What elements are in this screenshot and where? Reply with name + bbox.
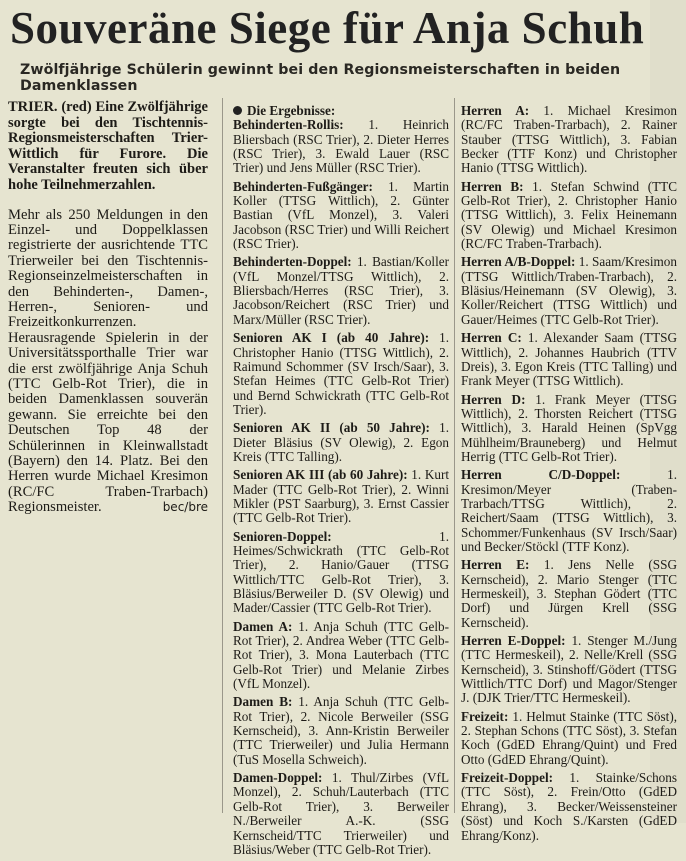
result-entry [461,393,677,465]
result-text: 1. Thul/Zirbes (VfL Monzel), 2. Schuh/Lauterbach (TTC Gelb-Rot Trier), 3. Berweiler N./Berweiler A.-K. (SSG Kernscheid/TTC Trierweiler) und Bläsius/Weber (TTC Gelb-Rot Trier). [233,770,450,857]
result-text: 1. Jens Nelle (SSG Kernscheid), 2. Mario Stenger (TTC Hermeskeil), 3. Stephan Gödert (TTC Dorf) und Jürgen Krell (SSG Kernscheid). [461,557,678,630]
result-entry [233,421,449,464]
bullet-icon [233,106,242,115]
results-heading [233,104,449,118]
result-category: Herren B: [461,178,524,194]
result-entry [461,634,677,706]
result-entry [233,695,449,767]
results-column-1 [233,104,449,861]
result-entry [461,710,677,767]
result-entry [233,530,449,616]
result-entry [461,255,677,327]
result-text: 1. Kurt Mader (TTC Gelb-Rot Trier), 2. Winni Mikler (PST Saarburg), 3. Ernst Cassier (TTC Gelb-Rot Trier). [233,467,450,526]
result-entry [461,468,677,554]
result-text: 1. Christopher Hanio (TTSG Wittlich), 2. Raimund Schommer (SV Irsch/Saar), 3. Stefan Heimes (TTC Gelb-Rot Trier) und Bernd Schwickrath (TTC Gelb-Rot Trier). [233,330,450,417]
result-entry [461,180,677,252]
result-text: 1. Helmut Stainke (TTC Söst), 2. Stephan Schons (TTC Söst), 3. Stefan Koch (GdED Ehrang/Quint) und Fred Otto (GdED Ehrang/Quint). [461,708,678,767]
result-category: Herren E: [461,557,530,573]
result-category: Senioren-Doppel: [233,528,332,544]
headline: Souveräne Siege für Anja Schuh [10,3,645,53]
results-heading-text: Die Ergebnisse: [247,103,336,118]
result-text: 1. Stefan Schwind (TTC Gelb-Rot Trier), 2. Christopher Hanio (TTSG Wittlich), 3. Felix Heinemann (SV Olewig) und Michael Kresimon (RC/FC Traben-Trarbach). [461,178,677,252]
result-text: 1. Anja Schuh (TTC Gelb-Rot Trier), 2. Andrea Weber (TTC Gelb-Rot Trier), 3. Mona Lauterbach (TTC Gelb-Rot Trier) und Melanie Zirbes (VfL Monzel). [233,618,450,692]
results-column-2 [461,104,677,847]
result-text: 1. Heinrich Bliersbach (RSC Trier), 2. Dieter Herres (RSC Trier), 3. Ewald Lauer (RSC Trier) und Jens Müller (RSC Trier). [233,117,450,176]
result-category: Senioren AK III (ab 60 Jahre): [233,467,408,483]
result-text: 1. Stenger M./Jung (TTC Hermeskeil), 2. Nelle/Krell (SSG Kernscheid), 3. Stinshoff/Gödert (TTSG Wittlich/TTC Dorf) und Magor/Stenger J. (DJK Trier/TTC Hermeskeil). [461,633,677,706]
result-text: 1. Anja Schuh (TTC Gelb-Rot Trier), 2. Nicole Berweiler (SSG Kernscheid), 3. Ann-Kristin Berweiler (TTC Trierweiler) und Julia Hermann (TuS Mosella Schweich). [233,694,450,767]
article-column [8,100,208,516]
result-category: Herren E-Doppel: [461,633,566,649]
result-entry [461,331,677,388]
result-category: Senioren AK II (ab 50 Jahre): [233,420,430,436]
result-category: Damen B: [233,694,293,710]
result-category: Herren C/D-Doppel: [461,467,621,483]
result-entry [233,180,449,252]
results-list-2 [461,104,677,843]
article-body-text: Mehr als 250 Meldungen in den Einzel- und Doppelklassen registrierte der ausrichtende TTC Trierweiler bei den Tischtennis-Regionseinzelmeisterschaften in den Behinderten-, Damen-, Herren-, Senioren- und Freizeitkonkurrenzen. Herausragende Spielerin in der Universitätssporthalle Trier war die erst zwölfjährige Anja Schuh (TTC Gelb-Rot Trier), die in beiden Damenklassen souverän gewann. Sie erreichte bei den Deutschen Top 48 der Schülerinnen in Kleinwallstadt (Bayern) den 14. Platz. Bei den Herren wurde Michael Kresimon (RC/FC Traben-Trarbach) Regionsmeister. [8,206,208,516]
result-text: 1. Heimes/Schwickrath (TTC Gelb-Rot Trier), 2. Hanio/Gauer (TTSG Wittlich/TTC Gelb-Rot Trier), 3. Bläsius/Berweiler D. (SV Olewig) und Mader/Cassier (TTC Gelb-Rot Trier). [233,528,449,616]
result-text: 1. Martin Koller (TTSG Wittlich), 2. Günter Bastian (VfL Monzel), 3. Valeri Jacobson (RSC Trier) und Willi Reichert (RSC Trier). [233,178,449,252]
result-entry [461,104,677,176]
result-text: 1. Michael Kresimon (RC/FC Traben-Trarbach), 2. Rainer Stauber (TTSG Wittlich), 3. Fabian Becker (TTF Konz) und Christopher Hanio (TTSG Wittlich). [461,103,677,176]
result-category: Herren A/B-Doppel: [461,254,576,270]
column-divider [222,98,223,813]
result-text: 1. Kresimon/Meyer (Traben-Trarbach/TTSG Wittlich), 2. Reichert/Saam (TTSG Wittlich), 3. Schommer/Funkenhaus (SV Irsch/Saar) und Becker/Stöckl (TTF Konz). [461,467,677,554]
result-entry [233,771,449,857]
result-text: 1. Bastian/Koller (VfL Monzel/TTSG Wittlich), 2. Bliersbach/Herres (RSC Trier), 3. Jacobson/Reichert (RSC Trier) und Marx/Müller (RSC Trier). [233,254,449,327]
result-entry [233,331,449,417]
result-category: Herren C: [461,330,522,346]
article-body [8,208,208,516]
result-category: Freizeit: [461,708,509,724]
result-category: Freizeit-Doppel: [461,770,554,786]
article-lead: TRIER. (red) Eine Zwölfjährige sorgte bei den Tischtennis-Regionsmeisterschaften Trier-Wittlich für Furore. Die Veranstalter freuten sich über hohe Teilnehmerzahlen. [8,99,208,193]
result-text: 1. Stainke/Schons (TTC Söst), 2. Frein/Otto (GdED Ehrang), 3. Becker/Weissensteiner (Söst) und Koch S./Karsten (GdED Ehrang/Konz). [461,770,678,843]
result-category: Behinderten-Rollis: [233,117,344,133]
result-entry [233,620,449,692]
result-text: 1. Alexander Saam (TTSG Wittlich), 2. Johannes Haubrich (TTV Dreis), 3. Egon Kreis (TTC Talling) und Frank Meyer (TTSG Wittlich). [461,330,678,389]
result-entry [233,468,449,525]
result-category: Damen A: [233,618,293,634]
result-category: Herren A: [461,103,530,118]
result-category: Senioren AK I (ab 40 Jahre): [233,330,430,346]
result-text: 1. Saam/Kresimon (TTSG Wittlich/Traben-Trarbach), 2. Bläsius/Heinemann (SV Olewig), 3. Koller/Reichert (TTSG Wittlich) und Gauer/Heimes (TTC Gelb-Rot Trier). [461,254,677,327]
result-text: 1. Dieter Bläsius (SV Olewig), 2. Egon Kreis (TTC Talling). [233,420,449,464]
result-entry [233,118,449,175]
result-text: 1. Frank Meyer (TTSG Wittlich), 2. Thorsten Reichert (TTSG Wittlich), 3. Harald Heinen (SpVgg Mühlheim/Brauneberg) und Helmut Herrig (TTC Gelb-Rot Trier). [461,391,678,464]
results-list-1 [233,118,449,857]
result-entry [461,558,677,630]
result-category: Damen-Doppel: [233,770,323,786]
result-entry [233,255,449,327]
subheadline: Zwölfjährige Schülerin gewinnt bei den Regionsmeisterschaften in beiden Damenklassen [20,62,621,94]
column-divider [454,98,455,813]
result-entry [461,771,677,843]
result-category: Herren D: [461,391,526,407]
result-category: Behinderten-Doppel: [233,254,352,270]
byline: bec/bre [162,500,208,515]
result-category: Behinderten-Fußgänger: [233,178,373,194]
